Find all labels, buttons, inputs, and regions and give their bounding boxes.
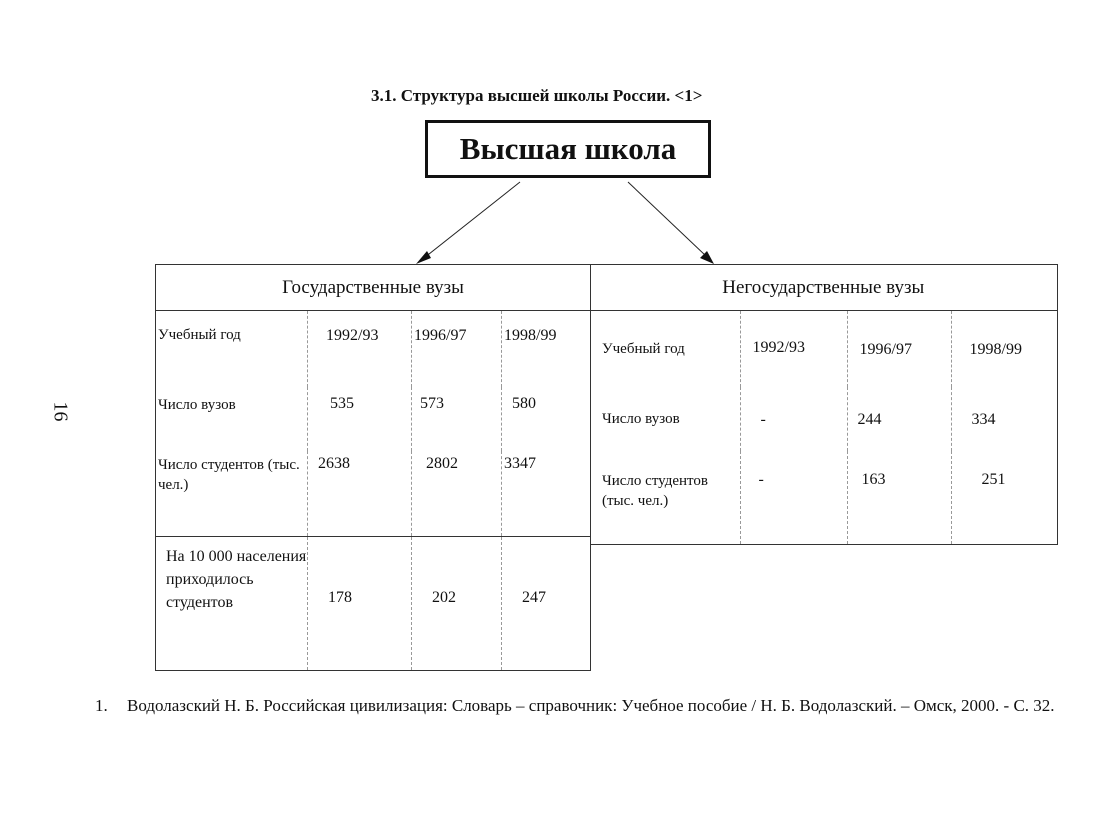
state-year-3: 1998/99 xyxy=(502,311,591,387)
state-count-1: 535 xyxy=(308,387,412,451)
section-title: 3.1. Структура высшей школы России. <1> xyxy=(371,86,703,105)
nonstate-universities-table xyxy=(590,264,1058,545)
nonstate-students-2: 163 xyxy=(847,451,951,545)
state-universities-table xyxy=(155,264,591,671)
nonstate-count-3: 334 xyxy=(951,387,1057,451)
footnote-number: 1. xyxy=(95,696,108,715)
state-per10k-label: На 10 000 населения приходилось студентов xyxy=(156,537,308,671)
state-count-label: Число вузов xyxy=(158,396,236,413)
nonstate-year-3: 1998/99 xyxy=(951,311,1057,387)
state-students-3: 3347 xyxy=(502,451,591,537)
state-per10k-2: 202 xyxy=(412,537,502,671)
state-per10k-3: 247 xyxy=(502,537,591,671)
nonstate-year-2: 1996/97 xyxy=(847,311,951,387)
state-students-2: 2802 xyxy=(412,451,502,537)
nonstate-year-1: 1992/93 xyxy=(740,311,847,387)
state-year-label: Учебный год xyxy=(158,327,241,343)
state-students-label: Число студентов (тыс. чел.) xyxy=(158,456,300,493)
arrow-right-line xyxy=(628,182,706,256)
state-per10k-1: 178 xyxy=(308,537,412,671)
page-number: 16 xyxy=(49,401,72,422)
nonstate-header: Негосударственные вузы xyxy=(590,265,1057,311)
nonstate-students-1: - xyxy=(740,451,847,545)
arrow-left-line xyxy=(424,182,520,258)
state-count-2: 573 xyxy=(412,387,502,451)
nonstate-year-label: Учебный год xyxy=(602,341,685,357)
state-count-3: 580 xyxy=(502,387,591,451)
nonstate-count-1: - xyxy=(740,387,847,451)
nonstate-count-label: Число вузов xyxy=(602,410,680,427)
state-header: Государственные вузы xyxy=(156,265,591,311)
nonstate-students-3: 251 xyxy=(951,451,1057,545)
nonstate-students-label: Число студентов (тыс. чел.) xyxy=(590,451,740,545)
nonstate-count-2: 244 xyxy=(847,387,951,451)
arrow-left-head xyxy=(416,251,431,264)
higher-school-box-label: Высшая школа xyxy=(459,131,677,166)
state-year-2: 1996/97 xyxy=(412,311,502,387)
state-year-1: 1992/93 xyxy=(308,311,412,387)
footnote-text: Водолазский Н. Б. Российская цивилизация: Словарь – справочник: Учебное пособие / Н. Б. Водолазский. – Омск, 2000. - С. 32. xyxy=(127,696,1055,715)
state-students-1: 2638 xyxy=(308,451,412,537)
